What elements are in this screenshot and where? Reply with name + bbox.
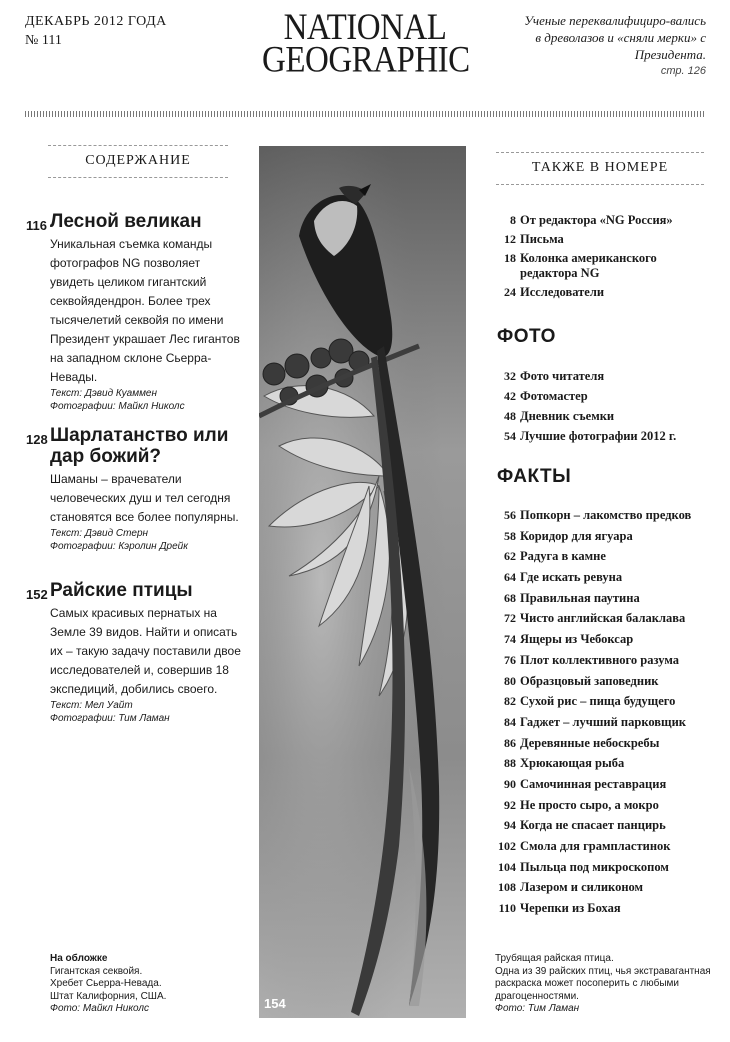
feature-title[interactable]: Шарлатанство или дар божий? xyxy=(50,425,229,467)
cover-note xyxy=(50,953,166,1016)
toc-page: 32 xyxy=(504,369,516,383)
toc-item[interactable] xyxy=(496,508,710,523)
logo-line-national: NATIONAL xyxy=(283,7,447,48)
toc-item[interactable] xyxy=(496,756,710,771)
toc-item[interactable] xyxy=(496,777,710,792)
toc-title: Фотомастер xyxy=(520,389,588,403)
feature-header xyxy=(26,211,241,232)
toc-page: 110 xyxy=(498,901,516,916)
toc-item[interactable] xyxy=(496,529,710,544)
toc-title: Где искать ревуна xyxy=(520,570,623,585)
toc-page: 76 xyxy=(504,652,516,667)
photo-credit: Фотографии: Майкл Николс xyxy=(50,401,185,412)
toc-title: Попкорн – лакомство предков xyxy=(520,508,692,522)
toc-page: 90 xyxy=(504,776,516,791)
toc-title: Самочинная реставрация xyxy=(520,776,667,791)
toc-title: Сухой рис – пища будущего xyxy=(520,694,676,709)
photo-page-number[interactable]: 154 xyxy=(264,996,286,1011)
feature-header xyxy=(26,425,241,467)
toc-page: 24 xyxy=(504,285,516,299)
facts-section-list xyxy=(496,508,710,922)
toc-item[interactable] xyxy=(496,674,710,689)
cover-note-line: Хребет Сьерра-Невада. xyxy=(50,978,162,989)
toc-item[interactable] xyxy=(496,632,710,647)
contents-heading: СОДЕРЖАНИЕ xyxy=(48,145,228,178)
feature-page-number: 116 xyxy=(26,218,47,233)
toc-page: 64 xyxy=(504,570,516,585)
feature-article[interactable] xyxy=(26,580,241,725)
toc-item[interactable] xyxy=(496,860,710,875)
cover-note-line: Гигантская секвойя. xyxy=(50,965,143,977)
toc-title: Коридор для ягуара xyxy=(520,528,633,543)
feature-page-number: 152 xyxy=(26,587,48,602)
toc-title: Правильная паутина xyxy=(520,590,640,605)
toc-page: 58 xyxy=(504,528,516,543)
toc-item[interactable] xyxy=(496,798,710,813)
toc-title: Дневник съемки xyxy=(520,409,615,423)
toc-item[interactable] xyxy=(496,611,710,626)
toc-item[interactable] xyxy=(496,285,710,300)
magazine-logo[interactable] xyxy=(262,7,470,81)
feature-page-number: 128 xyxy=(26,432,48,447)
toc-title: Когда не спасает панцирь xyxy=(520,818,666,833)
caption-line: Трубящая райская птица. xyxy=(495,953,614,964)
text-credit: Текст: Мел Уайт xyxy=(50,700,133,711)
toc-title: Фото читателя xyxy=(520,369,605,383)
toc-item[interactable] xyxy=(496,901,710,916)
toc-item[interactable] xyxy=(496,591,710,606)
toc-item[interactable] xyxy=(496,715,710,730)
toc-page: 108 xyxy=(498,880,516,895)
toc-title: Не просто сыро, а мокро xyxy=(520,797,659,812)
toc-page: 48 xyxy=(504,409,516,423)
masthead-divider xyxy=(25,111,705,117)
photo-credit: Фотографии: Кэролин Дрейк xyxy=(50,541,188,552)
toc-item[interactable] xyxy=(496,213,710,228)
toc-page: 82 xyxy=(504,694,516,709)
toc-title: Радуга в камне xyxy=(520,549,606,564)
toc-page: 56 xyxy=(504,508,516,522)
toc-page: 102 xyxy=(498,839,516,853)
feature-description: Уникальная съемка команды фотографов NG позволяет увидеть целиком гигантский секвойядендрон. Более трех тысячелетий секвойя по имени Президент украшает Лес гигантов на западном склоне Сьерра-Невады. xyxy=(50,237,240,384)
toc-item[interactable] xyxy=(496,549,710,564)
toc-item[interactable] xyxy=(496,839,710,854)
toc-title: Исследователи xyxy=(520,285,605,299)
toc-title: Плот коллективного разума xyxy=(520,652,679,667)
toc-title: Лучшие фотографии 2012 г. xyxy=(520,429,677,443)
toc-item[interactable] xyxy=(496,570,710,585)
toc-title: Хрюкающая рыба xyxy=(520,756,625,771)
toc-title: Чисто английская балаклава xyxy=(520,611,686,626)
toc-page: 68 xyxy=(504,590,516,605)
toc-page: 92 xyxy=(504,797,516,812)
toc-item[interactable] xyxy=(496,232,710,247)
also-in-issue-list xyxy=(496,213,710,300)
toc-item[interactable] xyxy=(496,880,710,895)
toc-page: 8 xyxy=(510,213,516,227)
caption-line: Одна из 39 райских птиц, чья экстравагантная раскраска может посоперить с любыми драгоценностями. xyxy=(495,965,711,1002)
toc-title: Черепки из Бохая xyxy=(520,901,621,916)
bird-photo-illustration xyxy=(259,146,466,1018)
toc-title: Смола для грампластинок xyxy=(520,839,671,853)
toc-title: Образцовый заповедник xyxy=(520,673,659,688)
feature-title[interactable]: Райские птицы xyxy=(50,580,193,601)
issue-date: ДЕКАБРЬ 2012 ГОДА xyxy=(25,14,167,29)
feature-description: Самых красивых пернатых на Земле 39 видов. Найти и описать их – такую задачу поставили двое исследователей и, совершив 18 экспедиций, добились своего. xyxy=(50,606,241,696)
photo-caption xyxy=(495,953,715,1016)
toc-page: 94 xyxy=(504,818,516,833)
toc-title: Пыльца под микроскопом xyxy=(520,859,669,874)
toc-page: 72 xyxy=(504,611,516,626)
toc-page: 42 xyxy=(504,389,516,403)
toc-page: 12 xyxy=(504,232,516,246)
toc-page: 74 xyxy=(504,632,516,647)
teaser-page-ref[interactable]: стр. 126 xyxy=(660,65,706,77)
caption-credit: Фото: Тим Ламан xyxy=(495,1003,580,1014)
cover-note-label: На обложке xyxy=(50,953,108,964)
feature-header xyxy=(26,580,241,601)
toc-item[interactable] xyxy=(496,409,710,424)
feature-article[interactable] xyxy=(26,425,241,553)
toc-page: 84 xyxy=(504,714,516,729)
toc-item[interactable] xyxy=(496,653,710,668)
issue-number: № 111 xyxy=(25,33,62,48)
text-credit: Текст: Дэвид Куаммен xyxy=(50,388,157,399)
cover-photo-credit: Фото: Майкл Николс xyxy=(50,1003,150,1014)
toc-page: 54 xyxy=(504,429,516,443)
toc-page: 62 xyxy=(504,549,516,564)
feature-article[interactable] xyxy=(26,211,241,413)
toc-page: 86 xyxy=(504,735,516,750)
logo-line-geographic: GEOGRAPHIC xyxy=(262,40,470,81)
feature-title[interactable]: Лесной великан xyxy=(50,211,202,232)
text-credit: Текст: Дэвид Стерн xyxy=(50,528,149,539)
photo-credit: Фотографии: Тим Ламан xyxy=(50,713,170,724)
toc-item[interactable] xyxy=(496,818,710,833)
also-in-issue-heading: ТАКЖЕ В НОМЕРЕ xyxy=(496,152,704,185)
toc-title: Письма xyxy=(520,232,564,246)
teaser-text: Ученые переквалифициро-вались в древолазов и «сняли мерки» с Президента. xyxy=(524,13,706,62)
toc-item[interactable] xyxy=(496,389,710,404)
facts-section-heading: ФАКТЫ xyxy=(497,466,572,487)
feature-description: Шаманы – врачеватели человеческих душ и тел сегодня становятся все более популярны. xyxy=(50,472,239,524)
toc-item[interactable] xyxy=(496,429,710,444)
cover-note-line: Штат Калифорния, США. xyxy=(50,990,167,1002)
toc-title: Гаджет – лучший парковщик xyxy=(520,714,686,729)
toc-title: Лазером и силиконом xyxy=(520,880,644,895)
toc-page: 80 xyxy=(504,673,516,688)
toc-page: 104 xyxy=(498,859,516,874)
photo-section-list xyxy=(496,369,710,444)
toc-title: Ящеры из Чебоксар xyxy=(520,632,634,647)
toc-page: 88 xyxy=(504,756,516,771)
toc-title: От редактора «NG Россия» xyxy=(520,213,673,227)
toc-title: Колонка американского редактора NG xyxy=(520,251,657,280)
toc-title: Деревянные небоскребы xyxy=(520,735,660,750)
toc-item[interactable] xyxy=(496,736,710,751)
toc-item[interactable] xyxy=(496,251,710,281)
toc-page: 18 xyxy=(504,251,516,265)
bird-of-paradise-photo[interactable] xyxy=(259,146,466,1018)
toc-item[interactable] xyxy=(496,369,710,384)
photo-section-heading: ФОТО xyxy=(497,326,556,347)
toc-item[interactable] xyxy=(496,694,710,709)
